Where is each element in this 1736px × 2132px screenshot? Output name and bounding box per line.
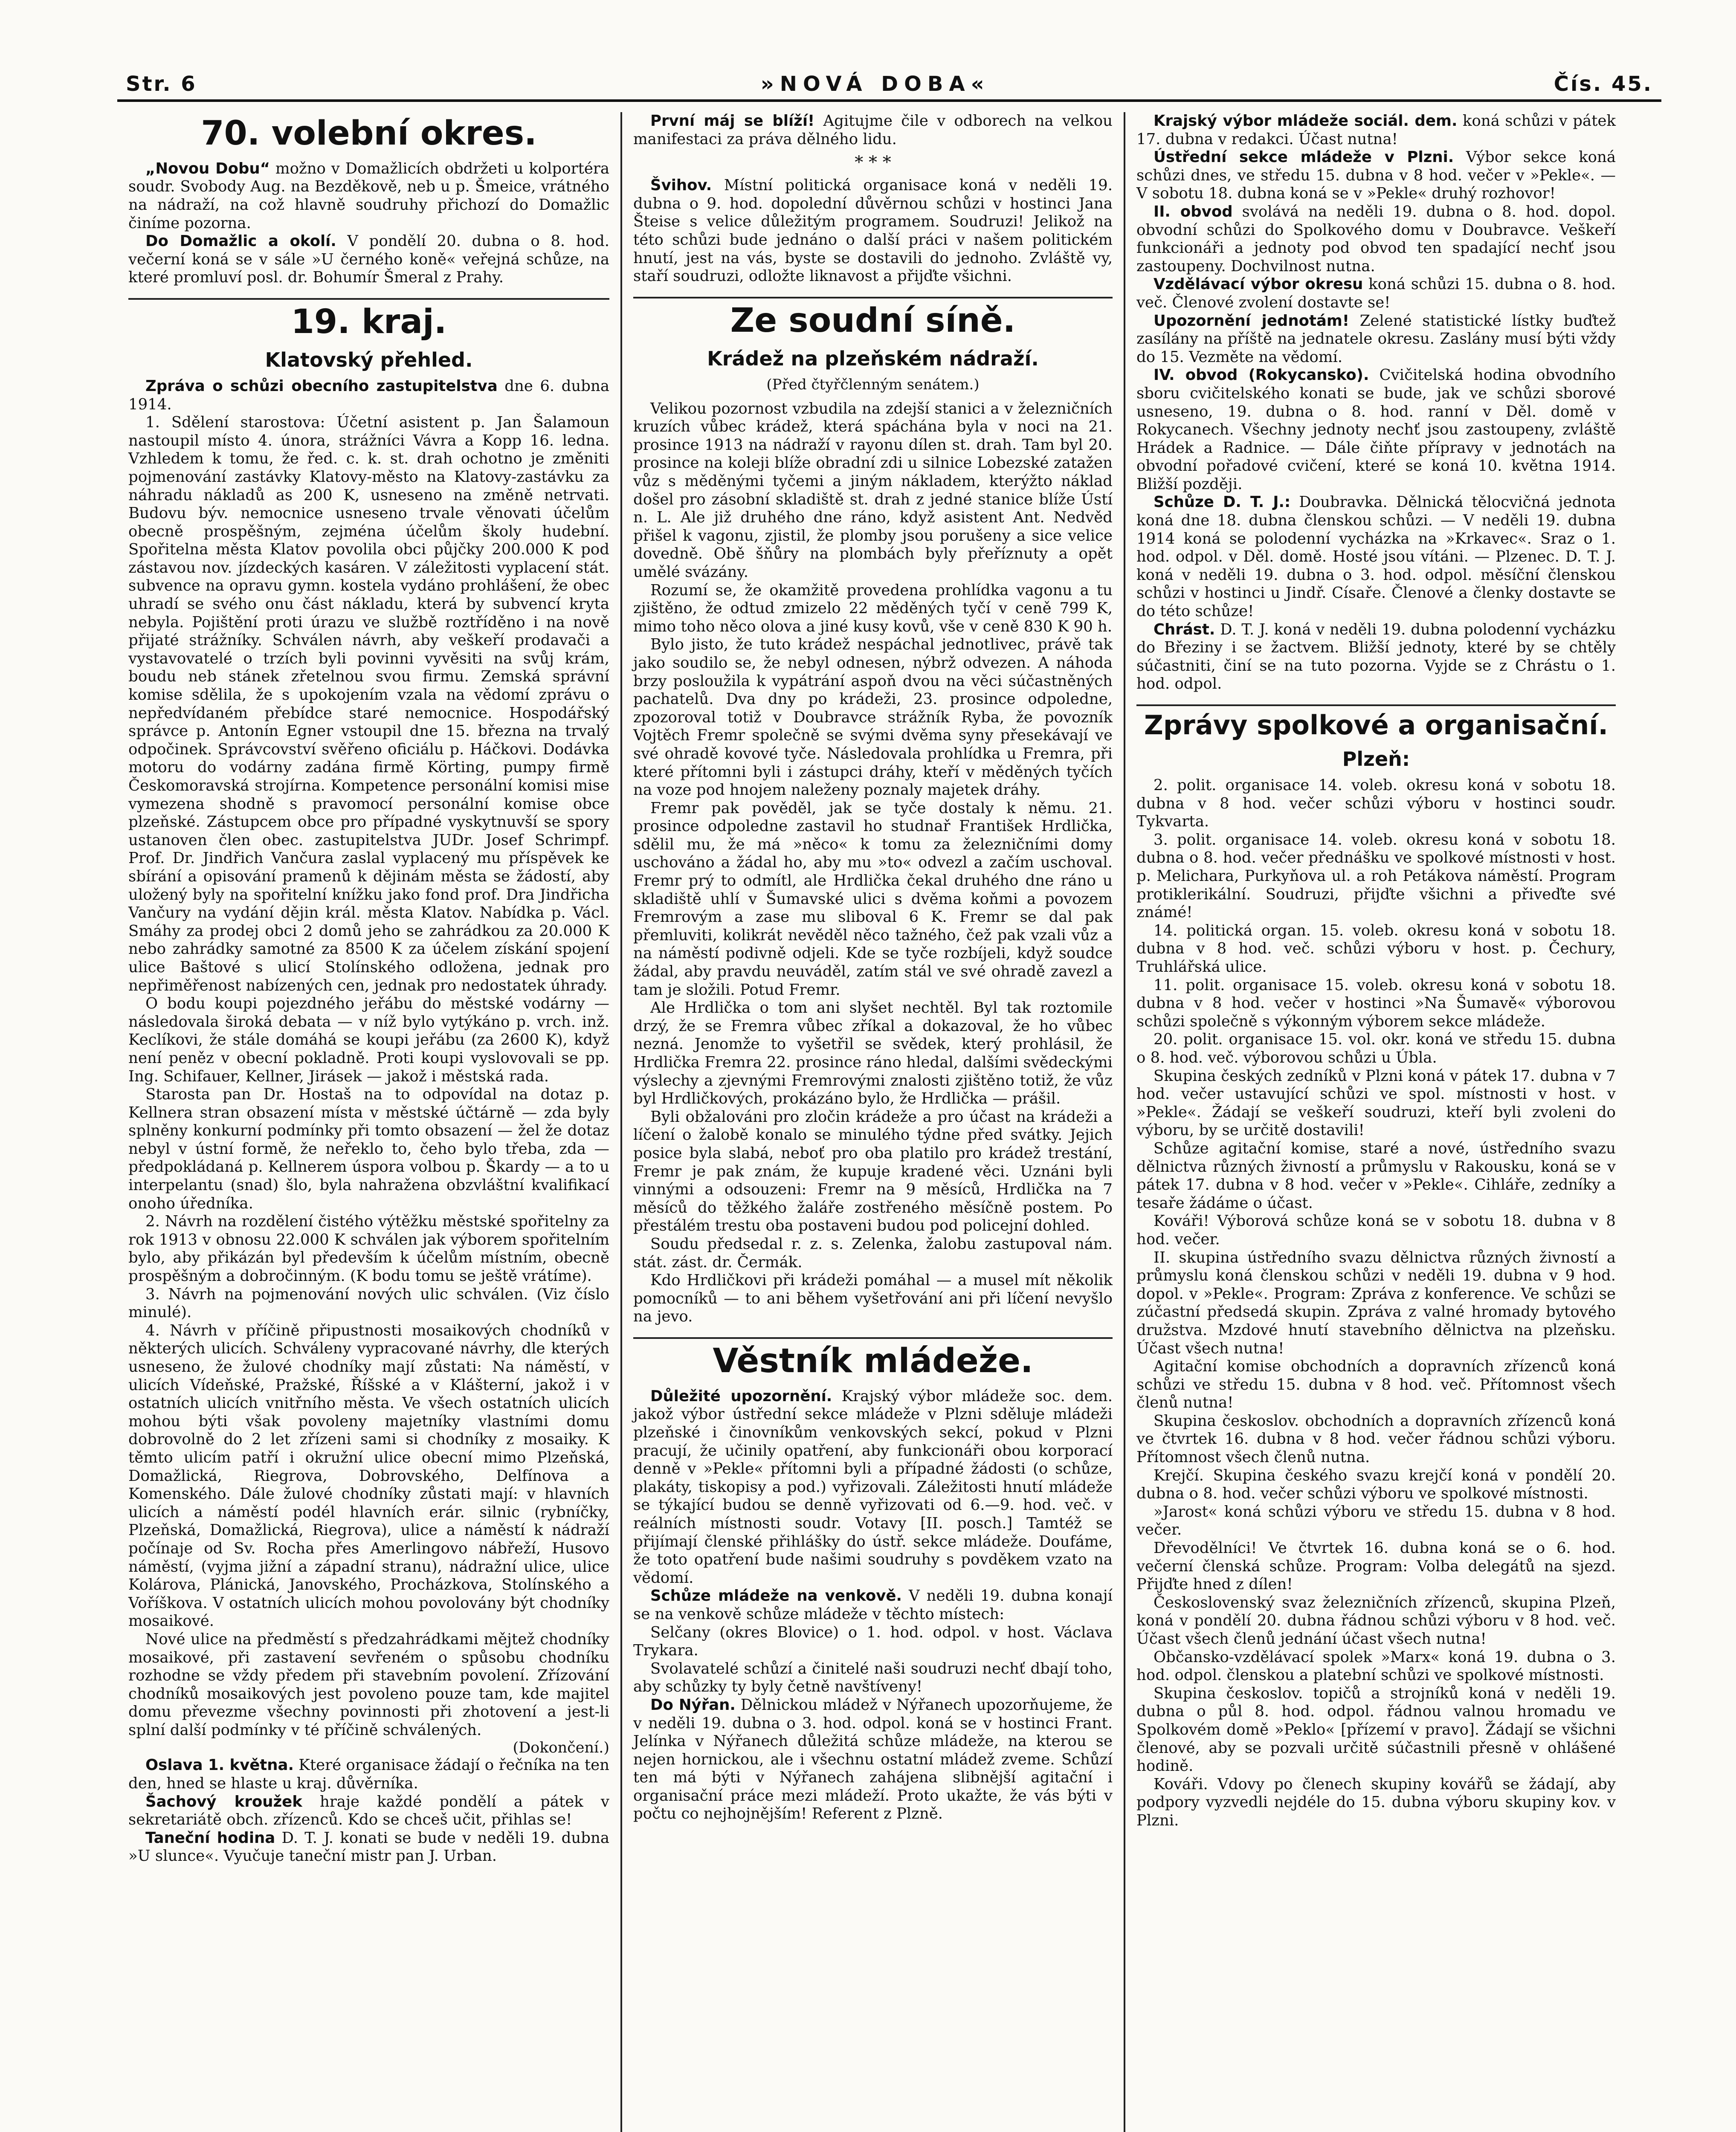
- column-3: [1124, 112, 1627, 2132]
- article-heading: Taneční hodina: [145, 1829, 275, 1847]
- paragraph: Selčany (okres Blovice) o 1. hod. odpol. v host. Václava Trykara.: [633, 1623, 1113, 1660]
- masthead: [117, 64, 1661, 102]
- article: [1136, 148, 1616, 203]
- section-title-70: 70. volební okres.: [201, 114, 537, 153]
- article: [1136, 493, 1616, 620]
- paragraph: 3. Návrh na pojmenování nových ulic schválen. (Viz číslo minulé).: [128, 1285, 609, 1321]
- paragraph: Občansko-vzdělávací spolek »Marx« koná 19. dubna o 3. hod. odpol. členskou a platební schůzi ve spolkové místnosti.: [1136, 1648, 1616, 1684]
- article-heading: Švihov.: [650, 177, 712, 194]
- article-text: hraje každé pondělí a pátek v sekretariátě obch. zřízenců. Kdo se chceš učit, přihlas se!: [128, 1793, 609, 1829]
- subsection-title: Klatovský přehled.: [265, 348, 473, 371]
- divider: [633, 297, 1113, 298]
- article-text: možno v Domažlicích obdržeti u kolportéra soudr. Svobody Aug. na Bezděkově, neb u p. Šmeice, vrátného na nádraží, na což hlavně soudruhy přichozí do Domažlic činíme pozorna.: [128, 159, 609, 232]
- article: [128, 1756, 609, 1793]
- issue-number: Čís. 45.: [1553, 72, 1653, 96]
- paragraph: 4. Návrh v příčině připustnosti mosaikových chodníků v některých ulicích. Schváleny vypracované návrhy, dle kterých usneseno, že žulové chodníky mají zůstati: Na náměstí, v ulicích Vídeňské, Pražské, Říšské a v Klášterní, jakož i v ostatních ulicích vnitřního města. Ve všech ostatních ulicích mohou býti však povoleny majetníky vlastními domu dobrovolně do 2 let zřízeni sami si chodníky z mosaiky. K těmto ulicím patří i okružní ulice obecní mimo Plzeňská, Domažlická, Riegrova, Dobrovského, Delfínova a Komenského. Dále žulové chodníky zůstati mají: v hlavních ulicích a náměstí podél hlavních erár. silnic (rybníčky, Plzeňská, Domažlická, Riegrova), ulice a náměstí k nádraží počínaje od Sv. Rocha přes Amerlingovo nábřeží, Husovo náměstí, (vyjma jižní a západní stranu), nádražní ulice, ulice Kolárova, Plánická, Janovského, Procházkova, Stolínského a Voříškova. V ostatních ulicích mohou povolovány být chodníky mosaikové.: [128, 1321, 609, 1630]
- paragraph: Velikou pozornost vzbudila na zdejší stanici a v železničních kruzích vůbec krádež, která spáchána byla v noci na 21. prosince 1913 na nádraží v rayonu dílen st. drah. Tam byl 20. prosince na koleji blíže obradní zdi u silnice Lobezské zatažen vůz s měděnými tyčemi a jiným nákladem, kterýžto náklad došel pro zásobní skladiště st. drah z jedné stanice blíže Ústí n. L. Ale již druhého dne ráno, když asistent Ant. Nedvěd přišel k vagonu, zjistil, že plomby jsou porušeny a sice velice dovedně. Obě šňůry na plombách byly přeříznuty a opět umělé svázány.: [633, 400, 1113, 581]
- article-text: V pondělí 20. dubna o 8. hod. večerní koná se v sále »U černého koně« veřejná schůze, na které promluví posl. dr. Bohumír Šmeral z Prahy.: [128, 232, 609, 287]
- paragraph: Skupina českoslov. topičů a strojníků koná v neděli 19. dubna o půl 8. hod. odpol. řádnou valnou hromadu ve Spolkovém domě »Peklo« [přízemí v pravo]. Žádají se všichni členové, aby se pozvali určitě súčastnili přesně v ohlášené hodině.: [1136, 1684, 1616, 1775]
- paragraph: Kdo Hrdličkovi při krádeži pomáhal — a musel mít několik pomocníků — to ani během vyšetřování ani při líčení nevyšlo na jevo.: [633, 1272, 1113, 1326]
- article-text: D. T. J. koná v neděli 19. dubna polodenní vycházku do Březiny i se žactvem. Bližší jednoty, které by se chtěly súčastniti, činí se na tuto pozorna. Vyjde se z Chrástu o 1. hod. odpol.: [1136, 620, 1616, 693]
- article: [1136, 621, 1616, 693]
- subsection-title: Plzeň:: [1342, 747, 1410, 771]
- paragraph: 11. polit. organisace 15. voleb. okresu koná v sobotu 18. dubna v 8 hod. večer v hostinci »Na Šumavě« výborovou schůzi společně s výkonným výborem sekce mládeže.: [1136, 976, 1616, 1030]
- paragraph: »Jarost« koná schůzi výboru ve středu 15. dubna v 8 hod. večer.: [1136, 1503, 1616, 1539]
- article: [633, 177, 1113, 286]
- continuation-note: (Dokončení.): [513, 1739, 609, 1757]
- article-text: svolává na neděli 19. dubna o 8. hod. dopol. obvodní schůzi do Spolkového domu v Doubravce. Veškeří funkcionáři a jednoty pod obvod ten spadající nechť jsou zastoupeny. Dochvilnost nutna.: [1136, 203, 1616, 275]
- article: [128, 1829, 609, 1866]
- article-heading: Zpráva o schůzi obecního zastupitelstva: [145, 377, 498, 395]
- article: [1136, 203, 1616, 275]
- paragraph: Byli obžalováni pro zločin krádeže a pro účast na krádeži a líčení o žalobě konalo se minulého týdne před svátky. Jejich posice byla slabá, neboť pro oba platilo pro krádež trestání, Fremr je pak znám, že kupuje kradené věci. Uznáni byli vinnými a odsouzeni: Fremr na 9 měsíců, Hrdlička na 7 měsíců do těžkého žaláře zostřeného měsíčně postem. Po přestálém trestu oba postaveni budou pod policejní dohled.: [633, 1108, 1113, 1235]
- paragraph: Ale Hrdlička o tom ani slyšet nechtěl. Byl tak roztomile drzý, že se Fremra vůbec zříkal a dokazoval, že ho vůbec nezná. Jenomže to vyšetřil se svědek, který prohlásil, že Hrdlička Fremra 22. prosince ráno hledal, dalšími svědeckými výslechy a zjevnými Fremrovými znalosti zjištěno totiž, že vůz byl Hrdličkových, prokázáno bylo, že Hrdlička — prášil.: [633, 999, 1113, 1108]
- paragraph: Skupina českých zedníků v Plzni koná v pátek 17. dubna v 7 hod. večer ustavující schůzi ve spol. místnosti v host. v »Pekle«. Žádají se veškeří soudruzi, kteří byli zvoleni do výboru, by se určitě dostavili!: [1136, 1067, 1616, 1139]
- article-text: Místní politická organisace koná v neděli 19. dubna o 9. hod. dopolední důvěrnou schůzi v hostinci Jana Šteise s velice důležitým programem. Soudruzi! Jelikož na této schůzi bude jednáno o další práci v našem politickém hnutí, jest na vás, byste se dostavili do jednoho. Zvláště vy, staří soudruzi, odložte liknavost a přijďte všichni.: [633, 177, 1113, 285]
- article-text: V neděli 19. dubna konají se na venkově schůze mládeže v těchto místech:: [633, 1587, 1113, 1623]
- article: [128, 377, 609, 414]
- article: [1136, 366, 1616, 493]
- paragraph: Soudu předsedal r. z. s. Zelenka, žalobu zastupoval nám. stát. zást. dr. Čermák.: [633, 1235, 1113, 1271]
- section-title-youth: Věstník mládeže.: [713, 1341, 1033, 1380]
- paragraph: Schůze agitační komise, staré a nové, ústředního svazu dělnictva různých živností a průmyslu v Rakousku, koná se v pátek 17. dubna v 8 hod. večer v »Pekle«. Cihláře, zedníky a tesaře žádáme o účast.: [1136, 1139, 1616, 1212]
- article-text: Doubravka. Dělnická tělocvičná jednota koná dne 18. dubna členskou schůzi. — V neděli 19. dubna 1914 koná se polodenní vycházka na »Krkavec«. Sraz o 1. hod. odpol. v Děl. domě. Hosté jsou vítáni. — Plzenec. D. T. J. koná v neděli 19. dubna o 3. hod. odpol. měsíční členskou schůzi v hostinci u Jindř. Císaře. Členové a členky dostavte se do této schůze!: [1136, 493, 1616, 620]
- paragraph: Rozumí se, že okamžitě provedena prohlídka vagonu a tu zjištěno, že odtud zmizelo 22 měděných tyčí v ceně 799 K, mimo toho něco olova a jiné kusy kovů, vše v ceně 830 K 90 h.: [633, 581, 1113, 635]
- article: [128, 160, 609, 232]
- page-number: Str. 6: [126, 72, 197, 96]
- article-text: koná schůzi 15. dubna o 8. hod. več. Členové zvolení dostavte se!: [1136, 275, 1616, 311]
- article: [1136, 275, 1616, 312]
- article-heading: II. obvod: [1153, 203, 1233, 220]
- article-heading: IV. obvod (Rokycansko).: [1153, 366, 1369, 384]
- paragraph: Dřevodělníci! Ve čtvrtek 16. dubna koná se o 6. hod. večerní členská schůze. Program: Volba delegátů na sjezd. Přijďte hned z dílen!: [1136, 1539, 1616, 1593]
- paragraph: Krejčí. Skupina českého svazu krejčí koná v pondělí 20. dubna o 8. hod. večer schůzi výboru ve spolkové místnosti.: [1136, 1466, 1616, 1503]
- separator-stars: * * *: [855, 153, 891, 173]
- paragraph: II. skupina ústředního svazu dělnictva různých živností a průmyslu koná členskou schůzi v neděli 19. dubna v 9 hod. dopol. v »Pekle«. Program: Zpráva z konference. Ve schůzi se zúčastní předsedá skupin. Zpráva z valné hromady bytového družstva. Mzdové hnutí stavebního dělnictva na plzeňsku. Účast všech nutna!: [1136, 1248, 1616, 1357]
- paragraph: Skupina českoslov. obchodních a dopravních zřízenců koná ve čtvrtek 16. dubna v 8 hod. večer řádnou schůzi výboru. Přítomnost všech členů nutna.: [1136, 1412, 1616, 1466]
- subsection-lead: (Před čtyřčlenným senátem.): [766, 376, 980, 393]
- paragraph: 14. politická organ. 15. voleb. okresu koná v sobotu 18. dubna v 8 hod. več. schůzi výboru v host. p. Čechury, Truhlářská ulice.: [1136, 921, 1616, 976]
- article: [633, 1388, 1113, 1587]
- article-text: Které organisace žádají o řečníka na ten den, hned se hlaste u kraj. důvěrníka.: [128, 1756, 609, 1793]
- article: [128, 1793, 609, 1829]
- section-title-clubs: Zprávy spolkové a organisační.: [1144, 710, 1608, 741]
- newspaper-title: »NOVÁ DOBA«: [760, 72, 990, 96]
- paragraph: Svolavatelé schůzí a činitelé naši soudruzi nechť dbají toho, aby schůzky ty byly četně navštíveny!: [633, 1660, 1113, 1696]
- article: [128, 232, 609, 287]
- article-text: koná schůzi v pátek 17. dubna v redakci. Účast nutna!: [1136, 112, 1616, 148]
- article-heading: Šachový kroužek: [145, 1793, 302, 1810]
- article-text: Výbor sekce koná schůzi dnes, ve středu 15. dubna v 8 hod. večer v »Pekle«. — V sobotu 18. dubna koná se v »Pekle« druhý rozhovor!: [1136, 148, 1616, 203]
- article: [1136, 112, 1616, 148]
- article-heading: Schůze D. T. J.:: [1153, 493, 1291, 511]
- article-text: Dělnickou mládež v Nýřanech upozorňujeme, že v neděli 19. dubna o 3. hod. odpol. koná se v hostinci Frant. Jelínka v Nýřanech důležitá schůze mládeže, na kterou se nejen hornickou, ale i všechnu ostatní mládež zveme. Schůzí ten má býti v Nýřanech zahájena slibnější agitační i organisační práce mezi mládeží. Proto ukažte, že vás býti v počtu co nejhojnějším! Referent z Plzně.: [633, 1696, 1113, 1823]
- article-heading: Krajský výbor mládeže sociál. dem.: [1153, 112, 1458, 130]
- article-heading: „Novou Dobu“: [145, 159, 270, 177]
- paragraph: 2. polit. organisace 14. voleb. okresu koná v sobotu 18. dubna v 8 hod. večer schůzi výboru v hostinci soudr. Tykvarta.: [1136, 776, 1616, 831]
- article-heading: Do Domažlic a okolí.: [145, 232, 336, 250]
- section-title-court: Ze soudní síně.: [730, 301, 1016, 340]
- article-text: Agitujme čile v odborech na velkou manifestaci za práva dělného lidu.: [633, 112, 1113, 148]
- divider: [1136, 704, 1616, 706]
- paragraph: Bylo jisto, že tuto krádež nespáchal jednotlivec, právě tak jako soudilo se, že nebyl odnesen, nýbrž odvezen. A náhoda brzy posloužila k vypátrání aspoň dvou na věci súčastněných pachatelů. Dva dny po krádeži, 23. prosince odpoledne, zpozoroval totiž v Doubravce strážník Ryba, že povozník Vojtěch Fremr společně se svými dvěma syny přesekávají ve své ohradě kovové tyče. Následovala prohlídka u Fremra, při které přítomni byli i zástupci dráhy, kteří v měděných tyčích na voze pod hnojem naleženy poznaly majetek dráhy.: [633, 636, 1113, 799]
- paragraph: Agitační komise obchodních a dopravních zřízenců koná schůzi ve středu 15. dubna v 8 hod. več. Přítomnost všech členů nutna!: [1136, 1358, 1616, 1412]
- paragraph: 2. Návrh na rozdělení čistého výtěžku městské spořitelny za rok 1913 v obnosu 22.000 K schválen jak výborem spořitelním bylo, aby přikázán byl především k účelům místním, obecně prospěšným a dobročinným. (K bodu tomu se ještě vrátíme).: [128, 1213, 609, 1285]
- article: [633, 1587, 1113, 1623]
- column-1: [117, 112, 620, 2132]
- paragraph: Československý svaz železničních zřízenců, skupina Plzeň, koná v pondělí 20. dubna řádnou schůzi výboru v 8 hod. več. Účast všech členů jednání účast všech nutna!: [1136, 1593, 1616, 1648]
- article-heading: Vzdělávací výbor okresu: [1153, 275, 1363, 293]
- divider: [128, 298, 609, 300]
- article-text: dne 6. dubna 1914.: [128, 377, 609, 413]
- paragraph: Starosta pan Dr. Hostaš na to odpovídal na dotaz p. Kellnera stran obsazení místa v městské účtárně — zda byly splněny konkurní podmínky při tomto obsazení — žel že dotaz nebyl v ústní formě, že neřeklo to, čeho bylo třeba, zda — předpokládaná p. Kellnerem úspora volbou p. Škardy — a to u interpelantu (snad) šlo, byla nahražena obzvláštní kvalifikací onoho úředníka.: [128, 1086, 609, 1212]
- subsection-title: Krádež na plzeňském nádraží.: [707, 347, 1039, 370]
- paragraph: 3. polit. organisace 14. voleb. okresu koná v sobotu 18. dubna o 8. hod. večer přednášku ve spolkové místnosti v host. p. Melichara, Purkyňova ul. a roh Petákova náměstí. Program protiklerikální. Soudruzi, přijďte všichni a přiveďte své známé!: [1136, 831, 1616, 921]
- article: [633, 1696, 1113, 1823]
- article: [633, 112, 1113, 148]
- columns: [117, 112, 1661, 2132]
- divider: [633, 1337, 1113, 1339]
- article-text: Krajský výbor mládeže soc. dem. jakož výbor ústřední sekce mládeže v Plzni sděluje mládeži plzeňské i činovníkům venkovských sekcí, pokud v Plzni pracují, že učinily opatření, aby funkcionáři obou korporací denně v »Pekle« přítomni byli a případné žádosti (o schůze, plakáty, tiskopisy a pod.) vyřizovali. Záležitosti hnutí mládeže se týkající budou se denně vyřizovati od 6.—9. hod. več. v reálních místnosti soudr. Votavy [II. posch.] Tamtéž se přijímají členské přihlášky do ústř. sekce mládeže. Doufáme, že toto opatření bude našimi soudruhy s povděkem vzato na vědomí.: [633, 1387, 1113, 1587]
- article: [1136, 312, 1616, 367]
- section-title-19: 19. kraj.: [291, 303, 447, 342]
- paragraph: O bodu koupi pojezdného jeřábu do městské vodárny — následovala široká debata — v níž bylo vytýkáno p. vrch. inž. Keclíkovi, že stále domáhá se koupi jeřábu (za 2600 K), když není peněz v obecní pokladně. Proti koupi vyslovovali se pp. Ing. Schifauer, Kellner, Jirásek — jakož i městská rada.: [128, 995, 609, 1085]
- article-text: D. T. J. konati se bude v neděli 19. dubna »U slunce«. Vyučuje taneční mistr pan J. Urban.: [128, 1829, 610, 1865]
- paragraph: Kováři. Vdovy po členech skupiny kovářů se žádají, aby podpory vyzvedli nejdéle do 15. dubna výboru skupiny kov. v Plzni.: [1136, 1775, 1616, 1829]
- article-heading: Důležité upozornění.: [650, 1387, 832, 1405]
- paragraph: 1. Sdělení starostova: Účetní asistent p. Jan Šalamoun nastoupil místo 4. února, strážníci Vávra a Kopp 16. ledna. Vzhledem k tomu, že řed. c. k. st. drah ochotno je změniti pojmenování zastávky Klatovy-město na Klatovy-zastávku za náhradu nákladů as 200 K, usneseno na změně netrvati. Budovu býv. nemocnice usneseno trvale věnovati účelům obecně prospěšným, zejména účelům školy hudební. Spořitelna města Klatov povolila obci půjčky 200.000 K pod zástavou nov. jízdeckých kasáren. V záležitosti vyplacení stát. subvence na opravu gymn. kostela vydáno prohlášení, že obec uhradí se svého onu část nákladu, která by subvencí kryta nebyla. Pojištění proti úrazu ve službě roztříděno i na nově přijaté strážníky. Schválen návrh, aby veškeří prodavači a vystavovatelé o trzích byli povinni vyvěsiti na svůj krám, boudu neb stánek zřetelnou svou firmu. Zemská správní komise sdělila, že s upokojením vzala na vědomí zprávu o nepředvídaném přebídce staré nemocnice. Hospodářský správce p. Antonín Egner vstoupil dne 15. března na trvalý odpočinek. Správcovství svěřeno oficiálu p. Háčkovi. Dodávka motoru do vodárny zadána firmě Körting, pumpy firmě Českomoravská strojírna. Kompetence personální komisi mise vymezena shodně s pravomocí personální komise obce plzeňské. Zástupcem obce pro případné vyskytnuvší se spory ustanoven člen obec. zastupitelstva JUDr. Josef Schrimpf. Prof. Dr. Jindřich Vančura zaslal vyplacený mu příspěvek ke sbírání a opisování pramenů k dějinám města se žádostí, aby uložený byly na spořitelní knížku jako fond prof. Dra Jindřicha Vančury na vydání dějin král. města Klatov. Nabídka p. Václ. Smáhy za prodej obci 2 domů jeho se zahrádkou za 20.000 K nebo zahrádky samotné za 8500 K za účelem získání spojení ulice Baštové s ulicí Stolínského odložena, jednak pro nepřiměřenost nabízených cen, jednak pro nedostatek úhrady.: [128, 414, 609, 994]
- paragraph: Fremr pak pověděl, jak se tyče dostaly k němu. 21. prosince odpoledne zastavil ho studnař František Hrdlička, sdělil mu, že má »něco« k tomu za železničními domy uschováno a žádal ho, aby mu »to« odvezl a začím uschoval. Fremr prý to odmítl, ale Hrdlička čekal druhého dne ráno u skladiště uhlí v Šumavské ulici s dvěma koňmi a povozem Fremrovým a zase mu sliboval 6 K. Fremr se dal pak přemluviti, kolikrát nevěděl něco tažného, čež pak vzali vůz a na náměstí podivně odjeli. Kde se tyče rozbíjeli, když soudce žádal, aby pravdu neuváděl, zatím stál ve své ohradě zavezl a tam je složili. Potud Fremr.: [633, 799, 1113, 999]
- paragraph: Kováři! Výborová schůze koná se v sobotu 18. dubna v 8 hod. večer.: [1136, 1212, 1616, 1248]
- paragraph: Nové ulice na předměstí s předzahrádkami mějtež chodníky mosaikové, při zastavení sevřeném o spůsobu chodníku rozhodne se vždy předem při stavebním povolení. Zřízování chodníků mosaikových jest povoleno pouze tam, kde majitel domu převezme všechny povinnosti při zhotovení a jest-li splní další podmínky v té příčině schválených.: [128, 1630, 609, 1739]
- article-text: Cvičitelská hodina obvodního sboru cvičitelského konati se bude, jak ve schůzi sborové usneseno, 19. dubna o 8. hod. ranní v Děl. domě v Rokycanech. Všechny jednoty nechť jsou zastoupeny, zvláště Hrádek a Radnice. — Dále čiňte přípravy v jednotách na obvodní pořadové cvičení, které se koná 10. května 1914. Bližší později.: [1136, 366, 1616, 493]
- article-heading: Schůze mládeže na venkově.: [650, 1587, 902, 1605]
- article-heading: Oslava 1. května.: [145, 1756, 294, 1774]
- article-text: Zelené statistické lístky buďtež zasílány na příště na jednatele okresu. Zaslány musí býti vždy do 15. Vezměte na vědomí.: [1136, 312, 1616, 366]
- article-heading: Chrást.: [1153, 620, 1215, 638]
- column-2: [620, 112, 1124, 2132]
- article-heading: Upozornění jednotám!: [1153, 312, 1350, 330]
- article-heading: První máj se blíží!: [650, 112, 815, 130]
- paragraph: 20. polit. organisace 15. vol. okr. koná ve středu 15. dubna o 8. hod. več. výborovou schůzi u Úbla.: [1136, 1031, 1616, 1066]
- article-heading: Ústřední sekce mládeže v Plzni.: [1153, 148, 1454, 166]
- article-heading: Do Nýřan.: [650, 1696, 736, 1714]
